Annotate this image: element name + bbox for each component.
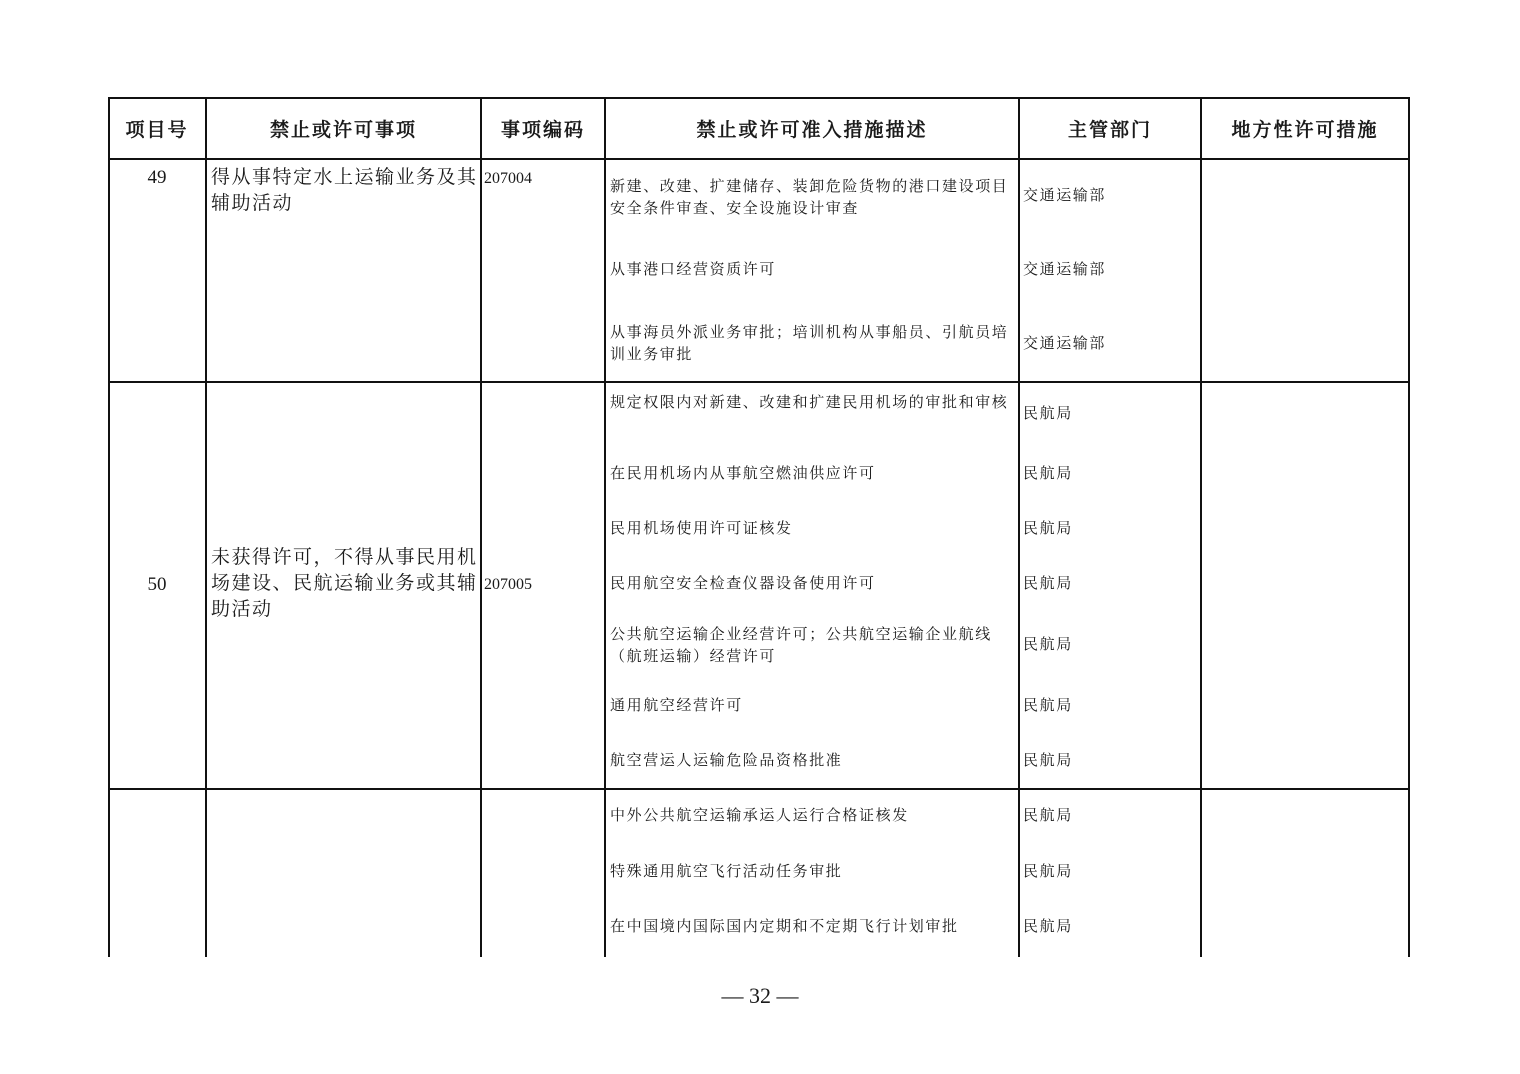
column-divider xyxy=(205,97,207,957)
page-number: — 32 — xyxy=(721,983,799,1008)
measure-description: 新建、改建、扩建储存、装卸危险货物的港口建设项目安全条件审查、安全设施设计审查 xyxy=(610,177,1009,217)
measure-department: 民航局 xyxy=(1023,917,1073,935)
column-divider xyxy=(480,97,482,957)
header-department: 主管部门 xyxy=(1067,118,1152,141)
row-50-number: 50 xyxy=(147,574,167,595)
measure-description: 中外公共航空运输承运人运行合格证核发 xyxy=(610,806,909,824)
header-item: 禁止或许可事项 xyxy=(269,118,417,141)
measure-description: 规定权限内对新建、改建和扩建民用机场的审批和审核 xyxy=(610,393,1009,411)
measure-description: 民用机场使用许可证核发 xyxy=(610,519,793,537)
measure-description: 航空营运人运输危险品资格批准 xyxy=(610,751,843,769)
table-border-right xyxy=(1408,97,1410,957)
measure-department: 民航局 xyxy=(1023,862,1073,880)
row-50-code: 207005 xyxy=(484,576,532,593)
measure-department: 民航局 xyxy=(1023,806,1073,824)
row-divider xyxy=(108,381,1410,383)
measure-department: 民航局 xyxy=(1023,519,1073,537)
row-50-item: 未获得许可，不得从事民用机场建设、民航运输业务或其辅助活动 xyxy=(211,546,478,620)
measure-description: 从事港口经营资质许可 xyxy=(610,260,777,278)
column-divider xyxy=(604,97,606,957)
column-divider xyxy=(1200,97,1202,957)
header-local-measures: 地方性许可措施 xyxy=(1231,118,1379,141)
measure-description: 在民用机场内从事航空燃油供应许可 xyxy=(610,464,876,482)
measure-department: 交通运输部 xyxy=(1023,186,1107,204)
measure-department: 民航局 xyxy=(1023,404,1073,422)
measure-department: 民航局 xyxy=(1023,696,1073,714)
column-divider xyxy=(1018,97,1020,957)
measure-description: 民用航空安全检查仪器设备使用许可 xyxy=(610,574,876,592)
measure-department: 民航局 xyxy=(1023,464,1073,482)
header-description: 禁止或许可准入措施描述 xyxy=(696,118,928,141)
row-49-item: 得从事特定水上运输业务及其辅助活动 xyxy=(211,166,478,214)
measure-department: 交通运输部 xyxy=(1023,334,1107,352)
measure-department: 交通运输部 xyxy=(1023,260,1107,278)
measure-description: 公共航空运输企业经营许可；公共航空运输企业航线（航班运输）经营许可 xyxy=(610,625,992,665)
permit-table xyxy=(108,97,1410,957)
row-49-code: 207004 xyxy=(484,170,532,187)
measure-description: 通用航空经营许可 xyxy=(610,696,743,714)
measure-description: 在中国境内国际国内定期和不定期飞行计划审批 xyxy=(610,917,959,935)
header-item-no: 项目号 xyxy=(125,118,189,141)
row-49-number: 49 xyxy=(147,167,167,188)
measure-description: 从事海员外派业务审批；培训机构从事船员、引航员培训业务审批 xyxy=(610,323,1009,363)
measure-description: 特殊通用航空飞行活动任务审批 xyxy=(610,862,843,880)
measure-department: 民航局 xyxy=(1023,574,1073,592)
header-code: 事项编码 xyxy=(500,118,585,141)
row-divider xyxy=(108,788,1410,790)
table-border-left xyxy=(108,97,110,957)
measure-department: 民航局 xyxy=(1023,751,1073,769)
measure-department: 民航局 xyxy=(1023,635,1073,653)
